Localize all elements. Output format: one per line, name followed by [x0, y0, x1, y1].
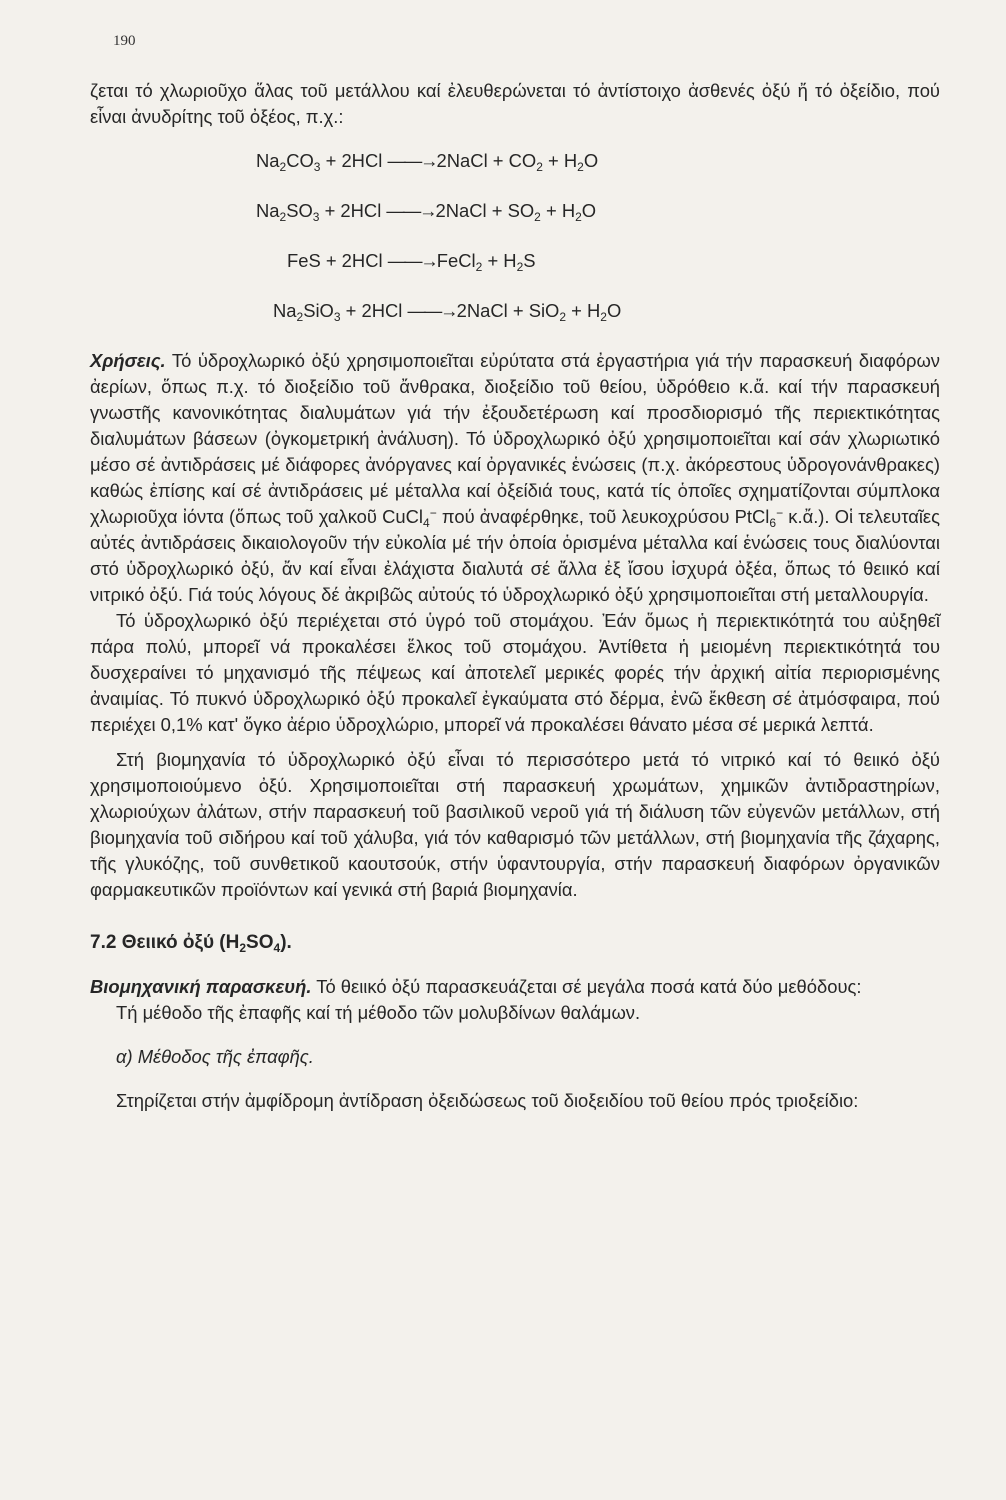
equation-rhs-part: S: [523, 250, 536, 271]
equation-rhs-part: 2NaCl + SiO: [451, 300, 560, 321]
equation-lhs-part: 2: [279, 160, 287, 174]
equation-lhs-part: + 2HCl: [319, 200, 387, 221]
subsection-heading: α) Μέθοδος τῆς ἐπαφῆς.: [116, 1046, 314, 1067]
equation-rhs-part: 2NaCl + CO: [431, 150, 537, 171]
equation-lhs-part: 3: [333, 310, 341, 324]
equation-lhs-part: 2: [296, 310, 304, 324]
equation-block: [90, 148, 940, 324]
equation-lhs-part: CO: [286, 150, 314, 171]
equation-rhs-part: O: [581, 200, 597, 221]
equation-rhs-part: + H: [542, 150, 578, 171]
equation-lhs-part: Na: [273, 300, 297, 321]
ptcl6-formula: PtCl$_6$−: [734, 506, 784, 530]
equation-lhs-part: 3: [313, 160, 321, 174]
contact-paragraph: Στηρίζεται στήν ἀμφίδρομη ἀντίδραση ὀξειδώσεως τοῦ διοξειδίου τοῦ θείου πρός τριοξείδιο:: [116, 1090, 859, 1111]
page-number: 190: [113, 33, 136, 49]
equation-rhs-part: 2: [516, 260, 524, 274]
equation-rhs-part: O: [583, 150, 599, 171]
equation-lhs-part: 2: [279, 210, 287, 224]
cucl4-formula: CuCl$_4$−: [382, 506, 437, 530]
industrial-paragraph: Βιομηχανική παρασκευή. Τό θειικό ὀξύ παρασκευάζεται σέ μεγάλα ποσά κατά δύο μεθόδους:: [90, 976, 862, 997]
industrial-label: Βιομηχανική παρασκευή.: [90, 976, 312, 997]
equation-lhs-part: SiO: [303, 300, 334, 321]
uses-text-a: Τό ὑδροχλωρικό ὀξύ χρησιμοποιεῖται εὐρύτατα στά ἐργαστήρια γιά τήν παρασκευή διαφόρων ἀερίων, ὅπως π.χ. τό διοξείδιο τοῦ ἄνθρακα, διοξείδιο τοῦ θείου, ὑδρόθειο κ.ἄ. καί τήν παρασκευή γνωστῆς κανονικότητας διαλυμάτων γιά τήν ἐξουδετέρωση καί προσδιορισμό τῆς περιεκτικότητας διαλυμάτων βάσεων (ὀγκομετρική ἀνάλυση). Τό ὑδροχλωρικό ὀξύ χρησιμοποιεῖται καί σάν χλωριωτικό μέσο σέ ἀντιδράσεις μέ διάφορες ἀνόργανες καί ὀργανικές ἑνώσεις (π.χ. ἀκόρεστους ὑδρογονάνθρακες) καθώς ἐπίσης καί σέ ἀντιδράσεις μέ μέταλλα καί ὀξείδιά τους, κατά τίς ὁποῖες σχηματίζονται σύμπλοκα χλωριοῦχα ἰόντα (ὅπως τοῦ χαλκοῦ: [90, 350, 940, 527]
equation-rhs-part: FeCl: [431, 250, 476, 271]
equation-lhs-part: FeS + 2HCl: [287, 250, 388, 271]
industry-paragraph: Στή βιομηχανία τό ὑδροχλωρικό ὀξύ εἶναι τό περισσότερο μετά τό νιτρικό καί τό θειικό ὀξύ χρησιμοποιούμενο ὀξύ. Χρησιμοποιεῖται στή παρασκευή χρωμάτων, χημικῶν ἀντιδραστηρίων, χλωριούχων ἀλάτων, στήν παρασκευή τοῦ βασιλικοῦ νεροῦ γιά τή διάλυση τῶν εὐγενῶν μετάλλων, στή βιομηχανία τοῦ σιδήρου καί τοῦ χάλυβα, γιά τόν καθαρισμό τῶν μετάλλων, στή βιομηχανία τῆς ζάχαρης, τῆς γλυκόζης, τοῦ συνθετικοῦ καουτσούκ, στήν ὑφαντουργία, στήν παρασκευή διαφόρων ὀργανικῶν φαρμακευτικῶν προϊόντων καί γενικά στή βαριά βιομηχανία.: [90, 749, 940, 900]
stomach-paragraph: Τό ὑδροχλωρικό ὀξύ περιέχεται στό ὑγρό τοῦ στομάχου. Ἐάν ὅμως ἡ περιεκτικότητά του αὐξηθεῖ πάρα πολύ, μπορεῖ νά προκαλέσει ἕλκος τοῦ στομάχου. Ἀντίθετα ἡ μειομένη περιεκτικότητά του δυσχεραίνει τό μηχανισμό τῆς πέψεως καί ἀποτελεῖ μερικές φορές τήν ἀρχική αἰτία περιορισμένης ἀναιμίας. Τό πυκνό ὑδροχλωρικό ὀξύ προκαλεῖ ἐγκαύματα στό δέρμα, ἐνῶ ἔκθεση σέ ἀτμόσφαιρα, πού περιέχει 0,1% κατ' ὄγκο ἀέριο ὑδροχλώριο, μπορεῖ νά προκαλέσει θάνατο μέσα σέ μερικά λεπτά.: [90, 610, 940, 735]
methods-line: Τή μέθοδο τῆς ἐπαφῆς καί τή μέθοδο τῶν μολυβδίνων θαλάμων.: [116, 1002, 641, 1023]
uses-text-b: πού ἀναφέρθηκε, τοῦ λευκοχρύσου: [436, 506, 735, 527]
equation-rhs-part: O: [606, 300, 622, 321]
equation-lhs-part: + 2HCl: [340, 300, 408, 321]
equation-3: [90, 248, 940, 274]
equation-1: [90, 148, 940, 174]
uses-paragraph: [90, 348, 940, 608]
equation-lhs-part: Na: [256, 150, 280, 171]
equation-lhs-part: SO: [286, 200, 313, 221]
reaction-arrow-icon: ——→: [387, 150, 437, 171]
equation-lhs-part: 3: [312, 210, 320, 224]
uses-text-c: κ.ἄ.). Οἱ τελευταῖες αὐτές ἀντιδράσεις δικαιολογοῦν τήν εὐκολία μέ τήν ὁποία ὁρισμένα μέταλλα καί ἑνώσεις τους διαλύονται στό ὑδροχλωρικό ὀξύ, ἄν καί εἶναι ἐλάχιστα διαλυτά σέ ἄλλα ἐξ ἴσου ἰσχυρά ὀξέα, ὅπως τό θειικό καί νιτρικό ὀξύ. Γιά τούς λόγους δέ ἀκριβῶς αὐτούς τό ὑδροχλωρικό ὀξύ χρησιμοποιεῖται στή μεταλλουργία.: [90, 506, 940, 605]
section-heading: 7.2 Θειικό ὀξύ $(H_2SO_4)$.: [90, 932, 292, 955]
equation-rhs-part: + H: [482, 250, 517, 271]
page-content: [90, 78, 940, 1114]
equation-rhs-part: + H: [566, 300, 601, 321]
equation-2: [90, 198, 940, 224]
equation-rhs-part: 2: [577, 160, 584, 174]
equation-rhs-part: 2NaCl + SO: [430, 200, 535, 221]
equation-4: [90, 298, 940, 324]
equation-rhs-part: 2: [475, 260, 483, 274]
reaction-arrow-icon: ——→: [386, 200, 436, 221]
equation-lhs-part: Na: [256, 200, 280, 221]
intro-paragraph: ζεται τό χλωριοῦχο ἅλας τοῦ μετάλλου καί ἐλευθερώνεται τό ἀντίστοιχο ἀσθενές ὀξύ ἤ τό ὀξείδιο, πού εἶναι ἀνυδρίτης τοῦ ὀξέος, π.χ.:: [90, 80, 940, 127]
reaction-arrow-icon: ——→: [407, 300, 457, 321]
uses-label: Χρήσεις.: [90, 350, 166, 371]
reaction-arrow-icon: ——→: [387, 250, 437, 271]
equation-rhs-part: 2: [575, 210, 582, 224]
equation-rhs-part: 2: [534, 210, 541, 224]
equation-rhs-part: 2: [600, 310, 607, 324]
equation-rhs-part: 2: [536, 160, 543, 174]
equation-lhs-part: + 2HCl: [320, 150, 388, 171]
equation-rhs-part: 2: [559, 310, 567, 324]
equation-rhs-part: + H: [540, 200, 576, 221]
